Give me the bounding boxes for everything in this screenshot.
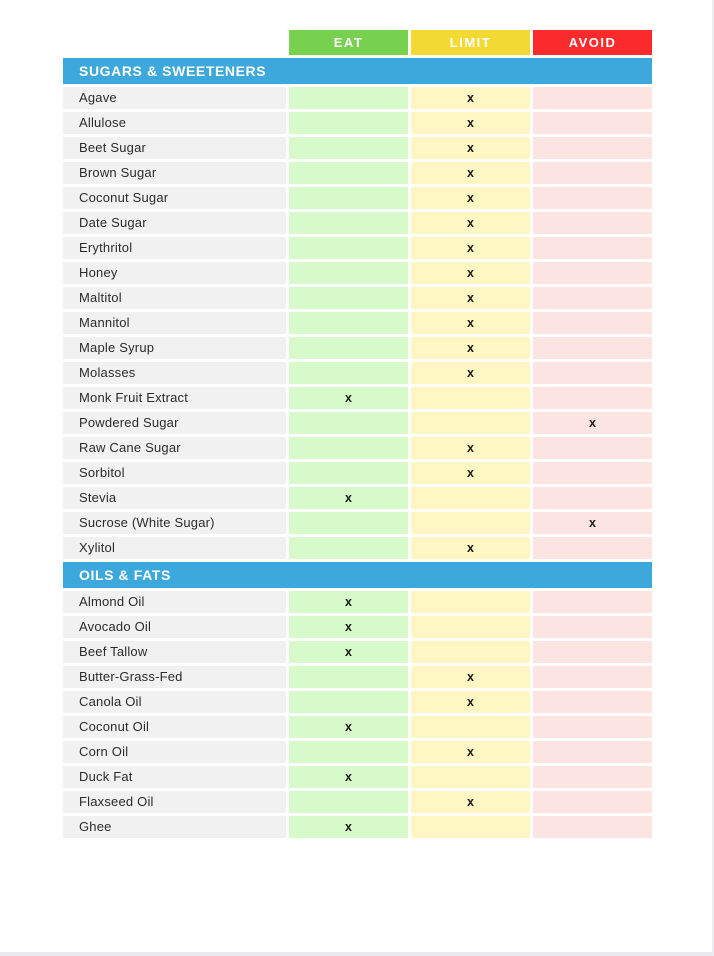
limit-cell [411,716,530,738]
table-row [63,237,652,259]
food-name: Sucrose (White Sugar) [63,512,286,534]
limit-cell: x [411,362,530,384]
eat-cell [289,412,408,434]
avoid-cell [533,112,652,134]
table-row [63,112,652,134]
eat-cell: x [289,716,408,738]
limit-cell [411,512,530,534]
food-name: Agave [63,87,286,109]
eat-cell [289,237,408,259]
limit-cell: x [411,437,530,459]
limit-cell: x [411,666,530,688]
limit-cell: x [411,337,530,359]
limit-cell: x [411,462,530,484]
eat-cell: x [289,387,408,409]
avoid-cell [533,137,652,159]
food-name: Avocado Oil [63,616,286,638]
eat-cell [289,287,408,309]
eat-cell: x [289,641,408,663]
eat-cell [289,212,408,234]
eat-cell [289,791,408,813]
limit-cell [411,616,530,638]
eat-cell [289,262,408,284]
limit-cell [411,641,530,663]
limit-cell [411,816,530,838]
food-name: Ghee [63,816,286,838]
avoid-cell [533,287,652,309]
food-name: Brown Sugar [63,162,286,184]
eat-cell [289,87,408,109]
eat-cell [289,112,408,134]
eat-cell [289,312,408,334]
food-name: Xylitol [63,537,286,559]
limit-cell [411,487,530,509]
table-row [63,137,652,159]
avoid-cell [533,212,652,234]
column-legend-row [63,30,652,55]
avoid-cell [533,487,652,509]
table-row [63,616,652,638]
table-row [63,691,652,713]
eat-cell: x [289,487,408,509]
eat-cell [289,462,408,484]
food-name: Maltitol [63,287,286,309]
avoid-cell [533,187,652,209]
table-row [63,591,652,613]
legend-spacer [63,30,286,55]
limit-cell: x [411,187,530,209]
table-row [63,741,652,763]
avoid-cell [533,337,652,359]
food-name: Corn Oil [63,741,286,763]
avoid-cell [533,716,652,738]
limit-cell [411,591,530,613]
table-row [63,212,652,234]
food-name: Butter-Grass-Fed [63,666,286,688]
avoid-cell [533,691,652,713]
food-name: Monk Fruit Extract [63,387,286,409]
food-name: Stevia [63,487,286,509]
food-name: Mannitol [63,312,286,334]
table-row [63,287,652,309]
avoid-cell [533,816,652,838]
table-row [63,262,652,284]
limit-cell: x [411,87,530,109]
food-name: Duck Fat [63,766,286,788]
avoid-cell [533,641,652,663]
table-row [63,487,652,509]
avoid-cell [533,162,652,184]
limit-cell: x [411,212,530,234]
limit-cell: x [411,262,530,284]
section-header: SUGARS & SWEETENERS [63,58,652,84]
eat-cell [289,537,408,559]
avoid-cell [533,791,652,813]
limit-cell: x [411,137,530,159]
table-row [63,666,652,688]
food-name: Beet Sugar [63,137,286,159]
limit-cell: x [411,112,530,134]
avoid-cell [533,312,652,334]
avoid-cell [533,262,652,284]
limit-cell: x [411,287,530,309]
limit-cell [411,387,530,409]
table-row [63,312,652,334]
food-name: Coconut Sugar [63,187,286,209]
limit-cell: x [411,162,530,184]
table-row [63,162,652,184]
limit-cell: x [411,537,530,559]
eat-column-header: EAT [289,30,408,55]
section-header: OILS & FATS [63,562,652,588]
table-row [63,791,652,813]
food-name: Raw Cane Sugar [63,437,286,459]
eat-cell [289,137,408,159]
avoid-cell [533,462,652,484]
avoid-cell [533,537,652,559]
eat-cell: x [289,616,408,638]
eat-cell [289,666,408,688]
avoid-cell [533,766,652,788]
table-row [63,512,652,534]
table-body [63,58,652,838]
food-guide-table [63,30,652,838]
limit-cell: x [411,312,530,334]
food-name: Almond Oil [63,591,286,613]
eat-cell [289,741,408,763]
eat-cell [289,512,408,534]
eat-cell [289,162,408,184]
food-name: Honey [63,262,286,284]
avoid-cell [533,616,652,638]
limit-column-header: LIMIT [411,30,530,55]
eat-cell [289,691,408,713]
table-row [63,816,652,838]
avoid-cell [533,666,652,688]
avoid-cell [533,387,652,409]
avoid-cell: x [533,412,652,434]
limit-cell: x [411,741,530,763]
food-name: Canola Oil [63,691,286,713]
limit-cell: x [411,237,530,259]
eat-cell: x [289,766,408,788]
avoid-cell [533,741,652,763]
table-row [63,387,652,409]
eat-cell: x [289,591,408,613]
food-name: Maple Syrup [63,337,286,359]
food-name: Molasses [63,362,286,384]
table-row [63,187,652,209]
eat-cell [289,437,408,459]
table-row [63,337,652,359]
avoid-cell: x [533,512,652,534]
table-row [63,437,652,459]
food-name: Powdered Sugar [63,412,286,434]
avoid-cell [533,237,652,259]
eat-cell [289,362,408,384]
food-name: Allulose [63,112,286,134]
eat-cell [289,337,408,359]
avoid-cell [533,87,652,109]
table-row [63,766,652,788]
limit-cell [411,766,530,788]
food-name: Beef Tallow [63,641,286,663]
table-row [63,87,652,109]
food-name: Erythritol [63,237,286,259]
table-row [63,641,652,663]
avoid-cell [533,437,652,459]
avoid-cell [533,591,652,613]
table-row [63,716,652,738]
limit-cell: x [411,691,530,713]
limit-cell: x [411,791,530,813]
food-name: Sorbitol [63,462,286,484]
food-name: Flaxseed Oil [63,791,286,813]
eat-cell: x [289,816,408,838]
food-name: Date Sugar [63,212,286,234]
limit-cell [411,412,530,434]
table-row [63,362,652,384]
eat-cell [289,187,408,209]
table-row [63,412,652,434]
table-row [63,537,652,559]
table-row [63,462,652,484]
avoid-cell [533,362,652,384]
food-name: Coconut Oil [63,716,286,738]
avoid-column-header: AVOID [533,30,652,55]
